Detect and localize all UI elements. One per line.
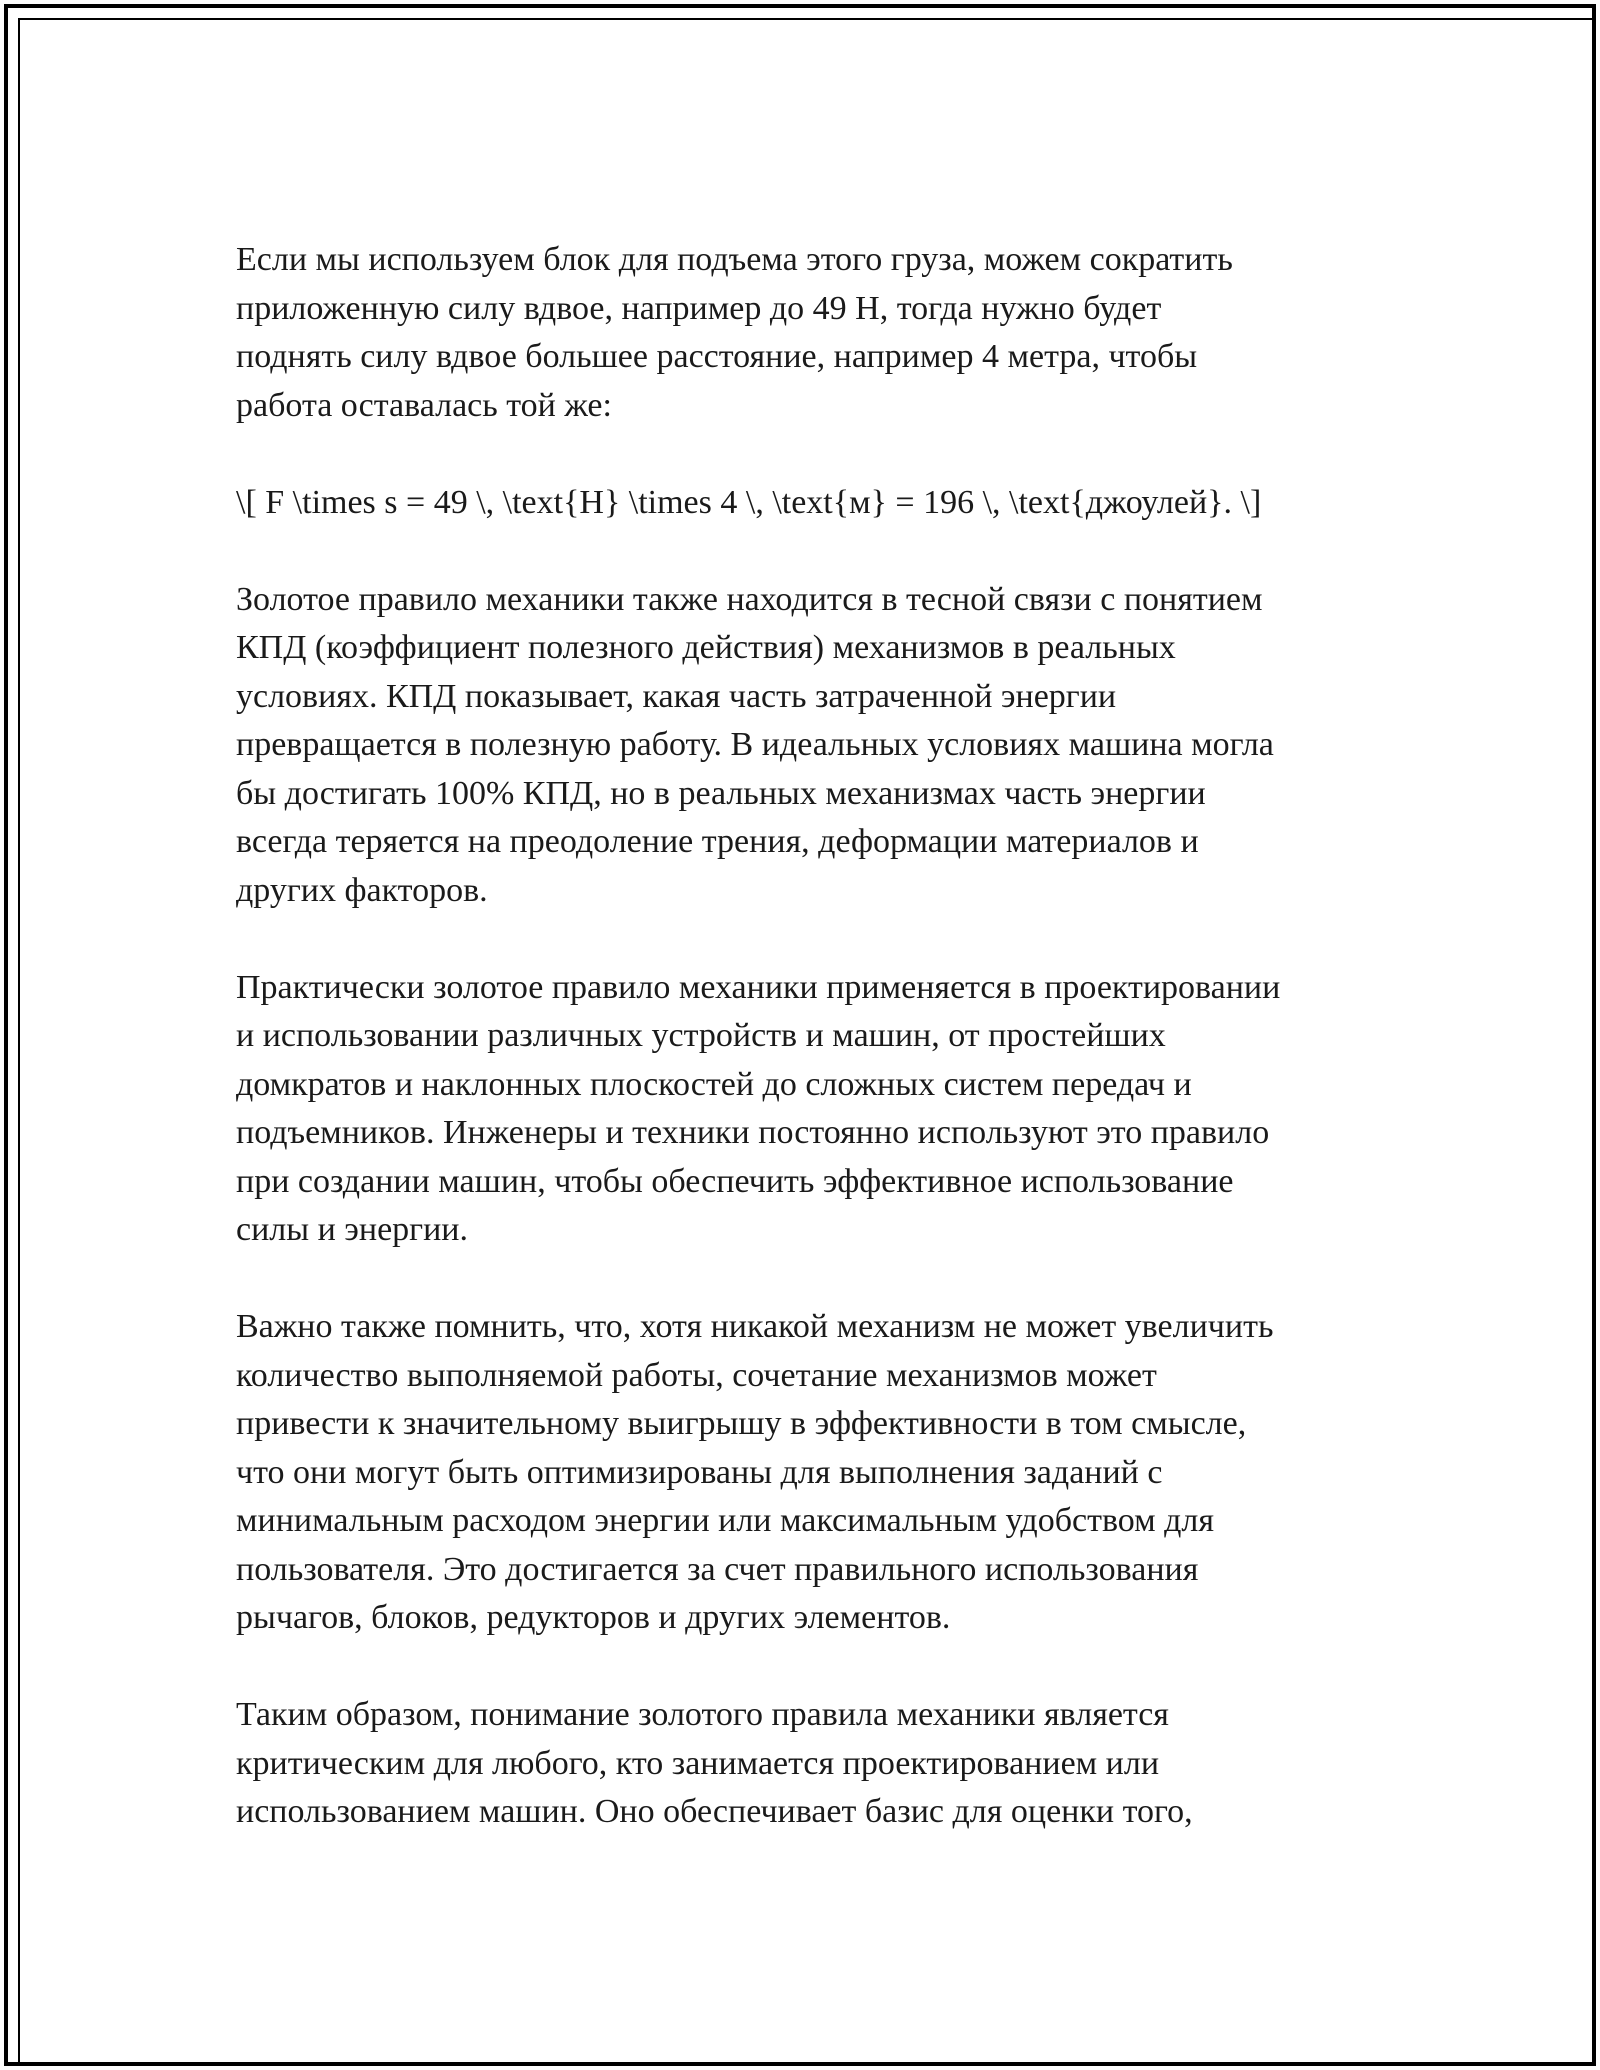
paragraph-conclusion: Таким образом, понимание золотого правила механики является критическим для любого, кто занимается проектированием или использованием машин. Оно обеспечивает базис для оценки того,: [236, 1696, 1193, 1830]
document-body: [236, 236, 1376, 1837]
paragraph-efficiency: Золотое правило механики также находится в тесной связи с понятием КПД (коэффициент полезного действия) механизмов в реальных условиях. КПД показывает, какая часть затраченной энергии превращается в полезную работу. В идеальных условиях машина могла бы достигать 100% КПД, но в реальных механизмах часть энергии всегда теряется на преодоление трения, деформации материалов и других факторов.: [236, 580, 1274, 909]
paragraph-practical-use: Практически золотое правило механики применяется в проектировании и использовании различных устройств и машин, от простейших домкратов и наклонных плоскостей до сложных систем передач и подъемников. Инженеры и техники постоянно используют это правило при создании машин, чтобы обеспечить эффективное использование силы и энергии.: [236, 968, 1281, 1248]
formula-work: \[ F \times s = 49 \, \text{Н} \times 4 \, \text{м} = 196 \, \text{джоулей}. \]: [236, 483, 1262, 521]
paragraph-pulley-example: Если мы используем блок для подъема этого груза, можем сократить приложенную силу вдвое, например до 49 Н, тогда нужно будет поднять силу вдвое большее расстояние, например 4 метра, чтобы работа оставалась той же:: [236, 241, 1233, 424]
paragraph-mechanism-combination: Важно также помнить, что, хотя никакой механизм не может увеличить количество выполняемой работы, сочетание механизмов может привести к значительному выигрышу в эффективности в том смысле, что они могут быть оптимизированы для выполнения заданий с минимальным расходом энергии или максимальным удобством для пользователя. Это достигается за счет правильного использования рычагов, блоков, редукторов и других элементов.: [236, 1308, 1274, 1636]
